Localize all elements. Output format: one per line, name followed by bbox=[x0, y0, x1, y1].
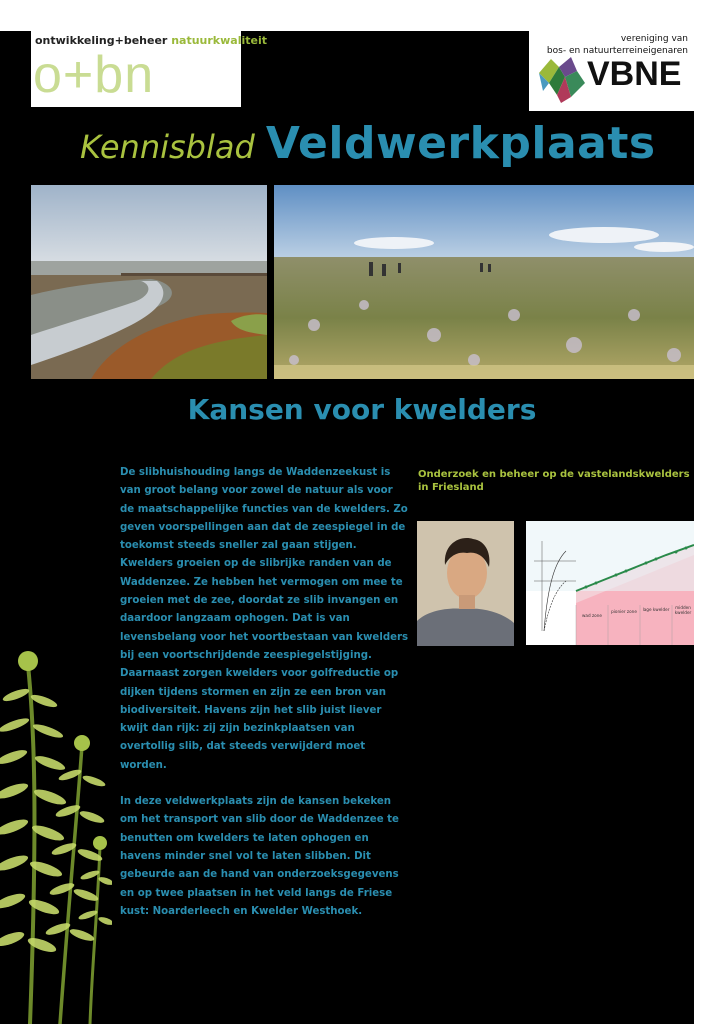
marsh-profile-diagram bbox=[526, 521, 694, 645]
zone-label-lage-kwelder: lage kwelder bbox=[642, 607, 670, 612]
sidebar-heading: Onderzoek en beheer op de vastelandskwelders in Friesland bbox=[418, 469, 690, 493]
vbne-logo bbox=[529, 31, 694, 111]
paragraph-2: In deze veldwerkplaats zijn de kansen bekeken om het transport van slib door de Waddenzee te benutten om kwelders te laten ophogen en havens minder snel vol te laten slibben. Dit gebeurde aan de hand van onderzoeksgegevens en op twee plaatsen in het veld langs de Friese kust: Noarderleech en Kwelder Westhoek. bbox=[120, 796, 399, 917]
photo-salt-marsh bbox=[274, 185, 694, 379]
photo-tidal-creek bbox=[31, 185, 267, 379]
obn-mark: o+bn bbox=[33, 46, 155, 104]
page-title bbox=[80, 118, 656, 169]
obn-tagline: ontwikkeling+beheer natuurkwaliteit bbox=[35, 34, 267, 47]
intro-text bbox=[120, 464, 410, 921]
title-prefix: Kennisblad bbox=[80, 128, 255, 166]
page-margin bbox=[694, 0, 724, 1024]
paragraph-1: De slibhuishouding langs de Waddenzeekust is van groot belang voor zowel de natuur als voor de maatschappelijke functies van de kwelders. Zo geven voorspellingen aan dat de zeespiegel in de toekomst steeds sneller zal gaan stijgen. Kwelders groeien op de slibrijke randen van de Waddenzee. Ze hebben het vermogen om mee te groeien met de zee, doordat ze slib invangen en daardoor langzaam ophogen. Dat is van levensbelang voor het voortbestaan van kwelders bij een voortschrijdende zeespiegelstijging. Daarnaast zorgen kwelders voor golfreductie op dijken tijdens stormen en zijn ze een bron van biodiversiteit. Havens zijn het slib juist liever kwijt dan rijk: zij zijn bezinkplaatsen van overtollig slib, dat steeds verwijderd moet worden. bbox=[120, 467, 409, 771]
fern-illustration bbox=[0, 645, 112, 1024]
obn-logo bbox=[31, 31, 267, 107]
vbne-emblem-icon bbox=[535, 53, 589, 105]
title-main: Veldwerkplaats bbox=[265, 118, 656, 169]
zone-label-wad: wad zone bbox=[582, 613, 602, 618]
vbne-line1: vereniging van bbox=[620, 34, 688, 44]
speaker-portrait bbox=[417, 521, 514, 646]
vbne-line2: bos- en natuurterreineigenaren bbox=[546, 46, 688, 56]
zone-label-pionier: pionier zone bbox=[611, 609, 637, 614]
section-title: Kansen voor kwelders bbox=[187, 393, 537, 426]
vbne-name: VBNE bbox=[587, 55, 682, 93]
zone-label-midden-kwelder: midden kwelder bbox=[674, 605, 692, 615]
